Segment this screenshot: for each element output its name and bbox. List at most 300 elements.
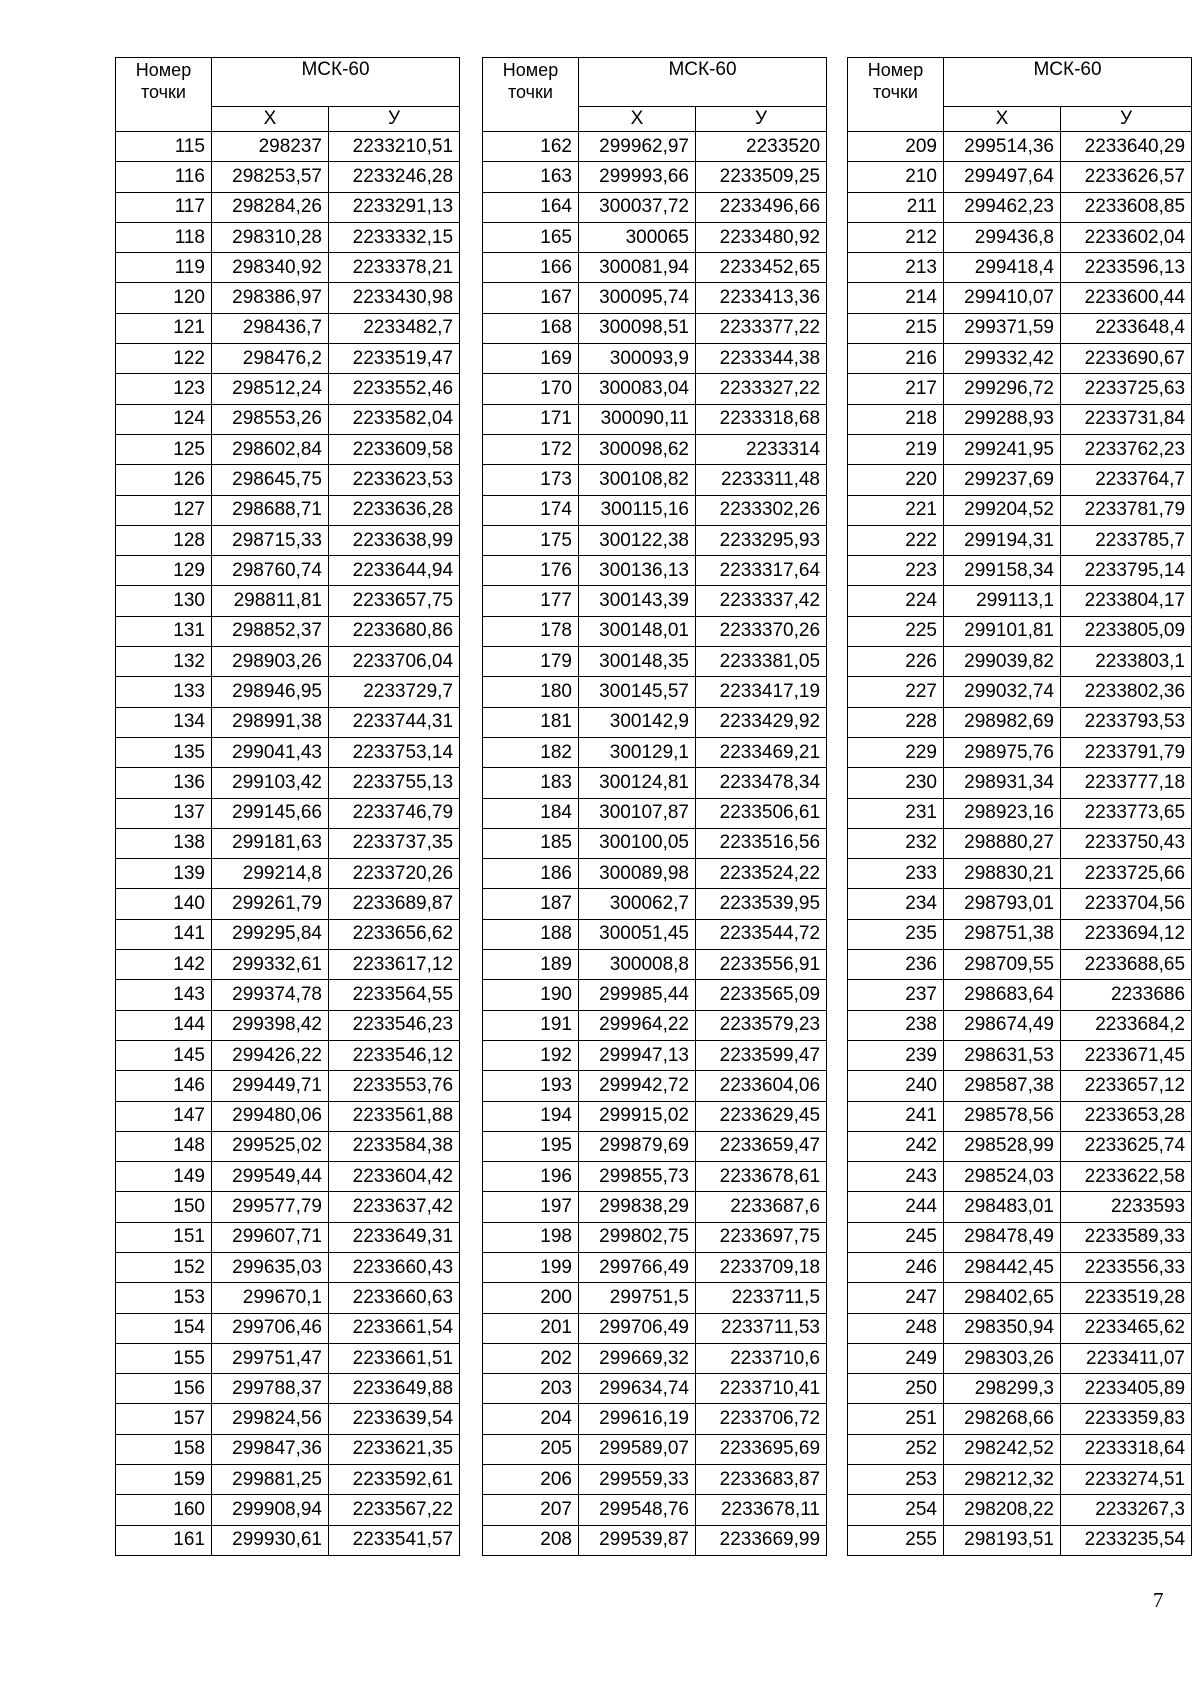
y-coordinate-cell: 2233314 [696,434,827,464]
table-row [116,1313,460,1343]
x-coordinate-cell: 300093,9 [579,344,696,374]
x-coordinate-cell: 299751,5 [579,1283,696,1313]
point-number-cell: 203 [483,1374,579,1404]
y-coordinate-cell: 2233556,91 [696,950,827,980]
x-coordinate-cell: 299964,22 [579,1010,696,1040]
table-row [483,647,827,677]
y-coordinate-cell: 2233637,42 [329,1192,460,1222]
table-row [848,434,1192,464]
y-coordinate-cell: 2233417,19 [696,677,827,707]
table-row [116,647,460,677]
x-column-header: Х [579,107,696,132]
y-column-header: У [696,107,827,132]
point-number-cell: 149 [116,1162,212,1192]
x-coordinate-cell: 299332,61 [212,950,329,980]
table-row [116,222,460,252]
y-coordinate-cell: 2233295,93 [696,525,827,555]
table-row [848,768,1192,798]
x-coordinate-cell: 300107,87 [579,798,696,828]
x-coordinate-cell: 299855,73 [579,1162,696,1192]
point-number-cell: 211 [848,192,944,222]
y-coordinate-cell: 2233648,4 [1061,313,1192,343]
table-row [116,465,460,495]
y-coordinate-cell: 2233684,2 [1061,1010,1192,1040]
x-coordinate-cell: 300098,62 [579,434,696,464]
table-row [848,1040,1192,1070]
y-coordinate-cell: 2233710,41 [696,1374,827,1404]
x-coordinate-cell: 299480,06 [212,1101,329,1131]
table-row [848,132,1192,162]
x-coordinate-cell: 299539,87 [579,1525,696,1555]
table-row [848,647,1192,677]
table-row [483,374,827,404]
table-row [848,222,1192,252]
point-number-cell: 218 [848,404,944,434]
y-coordinate-cell: 2233317,64 [696,556,827,586]
point-number-cell: 187 [483,889,579,919]
point-number-cell: 181 [483,707,579,737]
y-coordinate-cell: 2233302,26 [696,495,827,525]
x-coordinate-cell: 298674,49 [944,1010,1061,1040]
y-coordinate-cell: 2233653,28 [1061,1101,1192,1131]
coordinates-table-3 [847,57,1192,1556]
point-number-header: Номер точки [483,58,579,132]
x-coordinate-cell: 299577,79 [212,1192,329,1222]
table-row [848,828,1192,858]
point-number-cell: 238 [848,1010,944,1040]
x-coordinate-cell: 298923,16 [944,798,1061,828]
table-row [848,1404,1192,1434]
x-coordinate-cell: 298578,56 [944,1101,1061,1131]
table-row [848,1162,1192,1192]
table-row [116,919,460,949]
table-row [116,1040,460,1070]
y-coordinate-cell: 2233793,53 [1061,707,1192,737]
y-coordinate-cell: 2233604,42 [329,1162,460,1192]
point-number-cell: 205 [483,1434,579,1464]
x-coordinate-cell: 298402,65 [944,1283,1061,1313]
point-number-cell: 166 [483,253,579,283]
y-coordinate-cell: 2233669,99 [696,1525,827,1555]
table-row [116,1071,460,1101]
x-coordinate-cell: 299634,74 [579,1374,696,1404]
table-row [848,1495,1192,1525]
point-number-cell: 254 [848,1495,944,1525]
table-row [848,253,1192,283]
y-coordinate-cell: 2233609,58 [329,434,460,464]
table-row [116,616,460,646]
point-number-cell: 198 [483,1222,579,1252]
y-coordinate-cell: 2233649,31 [329,1222,460,1252]
x-coordinate-cell: 300142,9 [579,707,696,737]
point-number-cell: 123 [116,374,212,404]
y-coordinate-cell: 2233706,72 [696,1404,827,1434]
x-coordinate-cell: 298212,32 [944,1465,1061,1495]
y-coordinate-cell: 2233553,76 [329,1071,460,1101]
y-coordinate-cell: 2233729,7 [329,677,460,707]
table-row [116,1343,460,1373]
coordinate-system-header: МСК-60 [212,58,460,107]
point-number-cell: 169 [483,344,579,374]
table-row [848,1525,1192,1555]
table-row [483,222,827,252]
y-coordinate-cell: 2233657,75 [329,586,460,616]
y-coordinate-cell: 2233638,99 [329,525,460,555]
point-number-cell: 185 [483,828,579,858]
table-row [483,132,827,162]
table-row [848,192,1192,222]
y-coordinate-cell: 2233413,36 [696,283,827,313]
point-number-cell: 209 [848,132,944,162]
table-row [116,556,460,586]
point-number-cell: 129 [116,556,212,586]
table-row [483,1495,827,1525]
table-row [848,313,1192,343]
x-coordinate-cell: 298299,3 [944,1374,1061,1404]
point-number-cell: 227 [848,677,944,707]
y-coordinate-cell: 2233327,22 [696,374,827,404]
y-coordinate-cell: 2233725,66 [1061,859,1192,889]
point-number-cell: 194 [483,1101,579,1131]
point-number-cell: 220 [848,465,944,495]
page-number: 7 [1153,1588,1164,1612]
y-coordinate-cell: 2233706,04 [329,647,460,677]
x-coordinate-cell: 299204,52 [944,495,1061,525]
y-coordinate-cell: 2233541,57 [329,1525,460,1555]
x-coordinate-cell: 298268,66 [944,1404,1061,1434]
point-number-cell: 189 [483,950,579,980]
x-coordinate-cell: 298880,27 [944,828,1061,858]
point-number-cell: 228 [848,707,944,737]
y-coordinate-cell: 2233452,65 [696,253,827,283]
point-number-cell: 232 [848,828,944,858]
table-row [116,1222,460,1252]
x-coordinate-cell: 300148,01 [579,616,696,646]
table-row [848,556,1192,586]
y-coordinate-cell: 2233599,47 [696,1040,827,1070]
y-coordinate-cell: 2233683,87 [696,1465,827,1495]
x-coordinate-cell: 298946,95 [212,677,329,707]
y-coordinate-cell: 2233804,17 [1061,586,1192,616]
y-coordinate-cell: 2233764,7 [1061,465,1192,495]
x-coordinate-cell: 298386,97 [212,283,329,313]
y-coordinate-cell: 2233381,05 [696,647,827,677]
y-coordinate-cell: 2233636,28 [329,495,460,525]
table-row [116,313,460,343]
y-coordinate-cell: 2233697,75 [696,1222,827,1252]
point-number-cell: 196 [483,1162,579,1192]
x-coordinate-cell: 298442,45 [944,1252,1061,1282]
table-row [848,1071,1192,1101]
table-row [116,950,460,980]
y-coordinate-cell: 2233478,34 [696,768,827,798]
x-coordinate-cell: 298982,69 [944,707,1061,737]
table-row [848,1222,1192,1252]
table-row [116,404,460,434]
table-row [483,253,827,283]
point-number-cell: 178 [483,616,579,646]
x-coordinate-cell: 299915,02 [579,1101,696,1131]
table-row [116,253,460,283]
x-coordinate-cell: 298237 [212,132,329,162]
table-row [116,1101,460,1131]
y-coordinate-cell: 2233660,63 [329,1283,460,1313]
table-row [848,525,1192,555]
x-coordinate-cell: 298852,37 [212,616,329,646]
point-number-cell: 202 [483,1343,579,1373]
table-row [116,434,460,464]
table-row [116,162,460,192]
table-row [483,1222,827,1252]
point-number-cell: 137 [116,798,212,828]
table-row [848,1252,1192,1282]
point-number-cell: 171 [483,404,579,434]
point-number-cell: 230 [848,768,944,798]
x-coordinate-cell: 298310,28 [212,222,329,252]
y-coordinate-cell: 2233482,7 [329,313,460,343]
point-number-cell: 161 [116,1525,212,1555]
x-coordinate-cell: 300083,04 [579,374,696,404]
y-coordinate-cell: 2233661,54 [329,1313,460,1343]
y-coordinate-cell: 2233509,25 [696,162,827,192]
table-row [483,1313,827,1343]
y-coordinate-cell: 2233704,56 [1061,889,1192,919]
x-coordinate-cell: 299398,42 [212,1010,329,1040]
table-row [848,162,1192,192]
point-number-cell: 130 [116,586,212,616]
y-coordinate-cell: 2233596,13 [1061,253,1192,283]
y-coordinate-cell: 2233777,18 [1061,768,1192,798]
table-row [116,495,460,525]
point-number-cell: 150 [116,1192,212,1222]
coordinates-table-1 [115,57,460,1556]
y-coordinate-cell: 2233711,5 [696,1283,827,1313]
point-number-cell: 172 [483,434,579,464]
table-row [848,1434,1192,1464]
y-coordinate-cell: 2233602,04 [1061,222,1192,252]
x-coordinate-cell: 299548,76 [579,1495,696,1525]
table-row [116,132,460,162]
point-number-cell: 175 [483,525,579,555]
point-number-cell: 201 [483,1313,579,1343]
table-row [483,192,827,222]
y-coordinate-cell: 2233755,13 [329,768,460,798]
x-coordinate-cell: 300098,51 [579,313,696,343]
point-number-cell: 147 [116,1101,212,1131]
table-row [848,980,1192,1010]
point-number-cell: 116 [116,162,212,192]
x-coordinate-cell: 299113,1 [944,586,1061,616]
x-coordinate-cell: 299214,8 [212,859,329,889]
table-row [483,556,827,586]
y-coordinate-cell: 2233480,92 [696,222,827,252]
table-row [483,1010,827,1040]
point-number-cell: 156 [116,1374,212,1404]
x-coordinate-cell: 298242,52 [944,1434,1061,1464]
table-row [483,798,827,828]
x-coordinate-cell: 298602,84 [212,434,329,464]
y-coordinate-cell: 2233617,12 [329,950,460,980]
x-coordinate-cell: 299032,74 [944,677,1061,707]
table-row [116,1192,460,1222]
point-number-cell: 243 [848,1162,944,1192]
table-row [848,283,1192,313]
table-row [848,737,1192,767]
point-number-cell: 133 [116,677,212,707]
y-coordinate-cell: 2233378,21 [329,253,460,283]
point-number-cell: 184 [483,798,579,828]
y-coordinate-cell: 2233688,65 [1061,950,1192,980]
point-number-cell: 182 [483,737,579,767]
x-coordinate-cell: 299985,44 [579,980,696,1010]
y-coordinate-cell: 2233469,21 [696,737,827,767]
x-coordinate-cell: 299962,97 [579,132,696,162]
x-coordinate-cell: 298340,92 [212,253,329,283]
point-number-cell: 118 [116,222,212,252]
y-coordinate-cell: 2233561,88 [329,1101,460,1131]
x-coordinate-cell: 299103,42 [212,768,329,798]
y-coordinate-cell: 2233731,84 [1061,404,1192,434]
table-row [483,828,827,858]
y-coordinate-cell: 2233661,51 [329,1343,460,1373]
point-number-cell: 215 [848,313,944,343]
table-row [848,1283,1192,1313]
y-coordinate-cell: 2233377,22 [696,313,827,343]
table-row [483,434,827,464]
table-row [483,1040,827,1070]
point-number-cell: 239 [848,1040,944,1070]
y-coordinate-cell: 2233246,28 [329,162,460,192]
y-coordinate-cell: 2233332,15 [329,222,460,252]
table-row [116,737,460,767]
table-row [848,798,1192,828]
table-row [483,1131,827,1161]
point-number-cell: 143 [116,980,212,1010]
y-coordinate-cell: 2233750,43 [1061,828,1192,858]
point-number-cell: 237 [848,980,944,1010]
point-number-cell: 199 [483,1252,579,1282]
y-coordinate-cell: 2233649,88 [329,1374,460,1404]
point-number-cell: 139 [116,859,212,889]
table-row [848,1313,1192,1343]
y-coordinate-cell: 2233604,06 [696,1071,827,1101]
table-row [116,1374,460,1404]
table-row [848,677,1192,707]
point-number-cell: 195 [483,1131,579,1161]
point-number-cell: 214 [848,283,944,313]
x-coordinate-cell: 298811,81 [212,586,329,616]
table-row [483,1192,827,1222]
point-number-cell: 222 [848,525,944,555]
point-number-cell: 192 [483,1040,579,1070]
point-number-cell: 225 [848,616,944,646]
table-row [848,1101,1192,1131]
x-coordinate-cell: 298303,26 [944,1343,1061,1373]
x-coordinate-cell: 298483,01 [944,1192,1061,1222]
table-row [116,374,460,404]
point-number-cell: 207 [483,1495,579,1525]
table-row [483,344,827,374]
table-row [483,1465,827,1495]
table-row [116,1525,460,1555]
point-number-cell: 136 [116,768,212,798]
table-row [116,1465,460,1495]
x-coordinate-cell: 298751,38 [944,919,1061,949]
point-number-cell: 252 [848,1434,944,1464]
point-number-cell: 160 [116,1495,212,1525]
table-row [483,1101,827,1131]
point-number-cell: 212 [848,222,944,252]
point-number-cell: 176 [483,556,579,586]
table-row [116,1495,460,1525]
x-coordinate-cell: 299296,72 [944,374,1061,404]
point-number-cell: 134 [116,707,212,737]
coordinate-system-header: МСК-60 [579,58,827,107]
y-coordinate-cell: 2233291,13 [329,192,460,222]
x-coordinate-cell: 300115,16 [579,495,696,525]
y-coordinate-cell: 2233608,85 [1061,192,1192,222]
y-coordinate-cell: 2233625,74 [1061,1131,1192,1161]
y-coordinate-cell: 2233579,23 [696,1010,827,1040]
x-coordinate-cell: 298830,21 [944,859,1061,889]
x-coordinate-cell: 299847,36 [212,1434,329,1464]
x-coordinate-cell: 299549,44 [212,1162,329,1192]
point-number-cell: 157 [116,1404,212,1434]
x-coordinate-cell: 299706,49 [579,1313,696,1343]
table-row [483,1374,827,1404]
y-coordinate-cell: 2233690,67 [1061,344,1192,374]
y-coordinate-cell: 2233762,23 [1061,434,1192,464]
point-number-cell: 165 [483,222,579,252]
y-coordinate-cell: 2233411,07 [1061,1343,1192,1373]
y-coordinate-cell: 2233711,53 [696,1313,827,1343]
point-number-cell: 125 [116,434,212,464]
point-number-cell: 221 [848,495,944,525]
y-coordinate-cell: 2233689,87 [329,889,460,919]
x-coordinate-cell: 298683,64 [944,980,1061,1010]
x-coordinate-cell: 299374,78 [212,980,329,1010]
y-coordinate-cell: 2233710,6 [696,1343,827,1373]
y-coordinate-cell: 2233267,3 [1061,1495,1192,1525]
point-number-cell: 219 [848,434,944,464]
table-row [848,859,1192,889]
y-coordinate-cell: 2233564,55 [329,980,460,1010]
point-number-cell: 153 [116,1283,212,1313]
point-number-cell: 180 [483,677,579,707]
point-number-cell: 120 [116,283,212,313]
table-row [116,859,460,889]
coordinates-table-2 [482,57,827,1556]
y-coordinate-cell: 2233210,51 [329,132,460,162]
point-number-cell: 191 [483,1010,579,1040]
table-row [116,768,460,798]
x-coordinate-cell: 299607,71 [212,1222,329,1252]
y-coordinate-cell: 2233506,61 [696,798,827,828]
x-coordinate-cell: 298688,71 [212,495,329,525]
table-row [116,707,460,737]
table-row [483,768,827,798]
x-coordinate-cell: 300124,81 [579,768,696,798]
y-coordinate-cell: 2233565,09 [696,980,827,1010]
point-number-cell: 124 [116,404,212,434]
x-coordinate-cell: 299802,75 [579,1222,696,1252]
y-coordinate-cell: 2233791,79 [1061,737,1192,767]
table-row [116,1131,460,1161]
y-coordinate-cell: 2233678,61 [696,1162,827,1192]
table-row [483,586,827,616]
x-coordinate-cell: 299670,1 [212,1283,329,1313]
y-coordinate-cell: 2233678,11 [696,1495,827,1525]
